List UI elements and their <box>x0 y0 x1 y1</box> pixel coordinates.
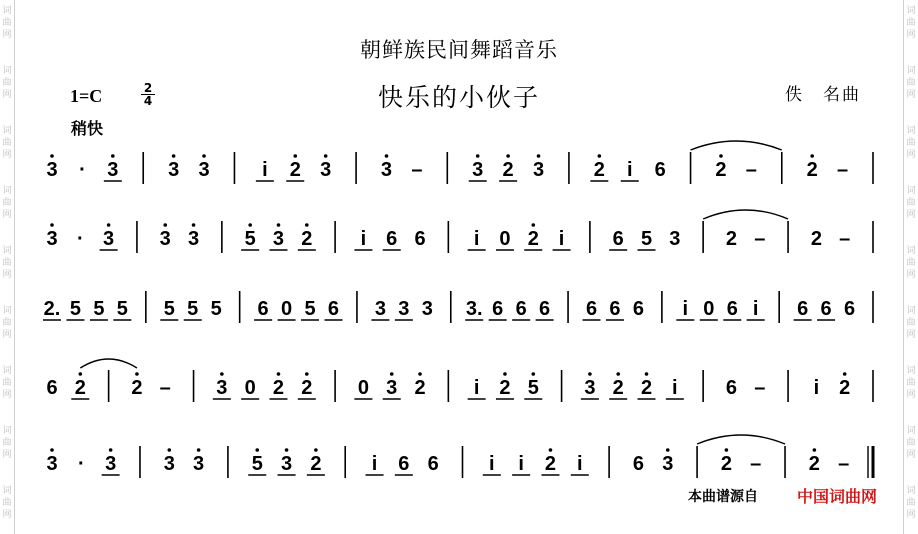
octave-dot <box>305 223 309 227</box>
score-note: 5 <box>304 298 316 320</box>
score-note: 6 <box>609 298 621 320</box>
octave-dot <box>813 448 817 452</box>
octave-dot <box>107 223 111 227</box>
score-note: 6 <box>585 298 598 320</box>
composer-credit: 佚 名曲 <box>785 85 861 105</box>
key-signature: 1=C <box>70 86 103 106</box>
score-note: 3 <box>103 228 115 250</box>
score-note: 6 <box>515 298 527 320</box>
octave-dot <box>50 448 54 452</box>
score-note: 5 <box>69 298 82 320</box>
score-note: 2 <box>502 159 514 181</box>
score-note: 2 <box>74 377 86 399</box>
score-note: 2 <box>593 159 605 181</box>
octave-dot <box>220 372 224 376</box>
watermark-glyph: 曲 <box>2 318 12 328</box>
score-note: 3 <box>421 298 433 320</box>
score-note: i <box>262 159 268 181</box>
score-note: – <box>838 453 850 475</box>
octave-dot <box>202 154 206 158</box>
score-note: 6 <box>725 377 738 399</box>
watermark-glyph: 词 <box>2 186 12 196</box>
score-note: – <box>745 159 757 181</box>
score-note: 3 <box>320 159 332 181</box>
score-note: – <box>159 377 171 399</box>
octave-dot <box>172 154 176 158</box>
watermark-glyph: 网 <box>906 330 916 340</box>
score-note: 3 <box>193 453 205 475</box>
score-note: 5 <box>251 453 263 475</box>
score-note: – <box>750 453 762 475</box>
score-note: · <box>77 453 85 475</box>
watermark-glyph: 网 <box>906 210 916 220</box>
watermark-glyph: 网 <box>2 330 12 340</box>
score-note: 0 <box>357 377 369 399</box>
score-note: 6 <box>327 298 340 320</box>
watermark-glyph: 词 <box>906 66 916 76</box>
watermark-glyph: 网 <box>906 450 916 460</box>
score-note: · <box>76 228 84 250</box>
watermark-glyph: 曲 <box>2 258 12 268</box>
octave-dot <box>79 372 83 376</box>
watermark-glyph: 曲 <box>906 318 916 328</box>
watermark-glyph: 曲 <box>906 18 916 28</box>
score-note: 0 <box>244 377 256 399</box>
score-note: 5 <box>163 298 175 320</box>
watermark-glyph: 词 <box>2 66 12 76</box>
score-note: i <box>558 228 565 250</box>
watermark-glyph: 词 <box>2 246 12 256</box>
score-note: 0 <box>281 298 293 320</box>
watermark-glyph: 曲 <box>2 498 12 508</box>
watermark-glyph: 词 <box>906 426 916 436</box>
score-note: 6 <box>46 377 58 399</box>
score-note: 6 <box>414 228 426 250</box>
score-note: 3 <box>669 228 681 250</box>
watermark-glyph: 词 <box>906 486 916 496</box>
octave-dot <box>531 223 535 227</box>
score-note: 3 <box>272 228 285 250</box>
score-note: 2 <box>612 377 624 399</box>
octave-dot <box>645 372 649 376</box>
octave-dot <box>167 448 171 452</box>
watermark-glyph: 网 <box>2 150 12 160</box>
score-note: i <box>518 453 524 475</box>
octave-dot <box>719 154 723 158</box>
score-note: i <box>672 377 678 399</box>
score-note: 6 <box>612 228 624 250</box>
octave-dot <box>476 154 480 158</box>
octave-dot <box>50 223 54 227</box>
octave-dot <box>163 223 167 227</box>
octave-dot <box>725 448 729 452</box>
score-note: 6 <box>427 453 439 475</box>
watermark-glyph: 词 <box>906 246 916 256</box>
score-note: i <box>813 377 820 399</box>
score-note: 2 <box>499 377 511 399</box>
octave-dot <box>255 448 259 452</box>
score-note: 3 <box>281 453 293 475</box>
score-note: – <box>754 377 766 399</box>
watermark-glyph: 网 <box>2 270 12 280</box>
score-note: 5 <box>244 228 256 250</box>
score-note: 3. <box>465 298 483 320</box>
score-note: 6 <box>492 298 504 320</box>
score-note: 5 <box>116 298 128 320</box>
score-note: i <box>371 453 378 475</box>
watermark-glyph: 词 <box>2 426 12 436</box>
octave-dot <box>531 372 535 376</box>
watermark-glyph: 词 <box>2 306 12 316</box>
score-note: 6 <box>398 453 410 475</box>
score-note: 3 <box>159 228 171 250</box>
watermark-glyph: 词 <box>906 186 916 196</box>
score-note: 2 <box>289 159 301 181</box>
score-note: 5 <box>640 228 653 250</box>
watermark-glyph: 词 <box>906 126 916 136</box>
octave-dot <box>285 448 289 452</box>
score-note: – <box>839 228 851 250</box>
watermark-glyph: 网 <box>2 30 12 40</box>
octave-dot <box>305 372 309 376</box>
octave-dot <box>843 372 847 376</box>
octave-dot <box>197 448 201 452</box>
score-note: 6 <box>654 159 666 181</box>
song-title: 快乐的小伙子 <box>377 83 540 112</box>
score-note: i <box>360 228 367 250</box>
octave-dot <box>109 448 113 452</box>
score-note: 3 <box>187 228 200 250</box>
octave-dot <box>192 223 196 227</box>
score-note: 2 <box>414 377 426 399</box>
source-site-link[interactable]: 中国词曲网 <box>797 487 878 506</box>
watermark-glyph: 词 <box>2 366 12 376</box>
score-note: 2 <box>640 377 653 399</box>
watermark-glyph: 网 <box>906 510 916 520</box>
score-note: 6 <box>386 228 398 250</box>
score-note: 2 <box>301 377 313 399</box>
score-note: 6 <box>632 298 644 320</box>
tie-slur <box>691 141 782 150</box>
score-note: i <box>626 159 633 181</box>
score-note: 6 <box>726 298 738 320</box>
watermark-glyph: 曲 <box>2 438 12 448</box>
score-note: 2 <box>301 228 313 250</box>
source-label: 本曲谱源自 <box>688 489 758 505</box>
octave-dot <box>277 223 281 227</box>
score-note: 3 <box>163 453 175 475</box>
octave-dot <box>385 154 389 158</box>
score-note: 5 <box>210 298 222 320</box>
octave-dot <box>324 154 328 158</box>
octave-dot <box>277 372 281 376</box>
score-note: 3 <box>374 298 386 320</box>
score-note: 3 <box>386 377 398 399</box>
octave-dot <box>506 154 510 158</box>
score-note: – <box>754 228 766 250</box>
octave-dot <box>537 154 541 158</box>
octave-dot <box>390 372 394 376</box>
watermark-glyph: 曲 <box>2 138 12 148</box>
octave-dot <box>314 448 318 452</box>
score-note: 2 <box>725 228 738 250</box>
score-note: 6 <box>843 298 856 320</box>
score-note: 3 <box>532 159 545 181</box>
score-note: 2 <box>808 453 820 475</box>
watermark-glyph: 曲 <box>906 258 916 268</box>
watermark-glyph: 曲 <box>906 138 916 148</box>
watermark-glyph: 曲 <box>2 18 12 28</box>
watermark-glyph: 词 <box>906 6 916 16</box>
watermark-glyph: 词 <box>906 366 916 376</box>
watermark-glyph: 网 <box>906 90 916 100</box>
octave-dot <box>111 154 115 158</box>
score-note: 6 <box>820 298 832 320</box>
octave-dot <box>810 154 814 158</box>
score-note: 6 <box>539 298 551 320</box>
octave-dot <box>616 372 620 376</box>
score-note: 2 <box>544 453 557 475</box>
watermark-glyph: 网 <box>2 210 12 220</box>
score-note: 3 <box>198 159 210 181</box>
score-note: 2 <box>310 453 322 475</box>
score-note: 3 <box>472 159 484 181</box>
time-signature-bottom: 4 <box>141 94 155 107</box>
score-note: 3 <box>380 159 393 181</box>
tie-slur <box>80 359 137 368</box>
score-note: 3 <box>105 453 117 475</box>
score-note: 3 <box>662 453 674 475</box>
tempo-marking: 稍快 <box>71 119 104 138</box>
watermark-glyph: 网 <box>2 390 12 400</box>
score-note: 5 <box>527 377 539 399</box>
watermark-glyph: 网 <box>906 30 916 40</box>
octave-dot <box>293 154 297 158</box>
watermark-glyph: 曲 <box>906 378 916 388</box>
tie-slur <box>703 210 788 219</box>
watermark-glyph: 网 <box>906 390 916 400</box>
watermark-glyph: 曲 <box>2 198 12 208</box>
score-note: i <box>752 298 759 320</box>
watermark-glyph: 网 <box>2 510 12 520</box>
watermark-glyph: 词 <box>906 306 916 316</box>
watermark-glyph: 曲 <box>906 498 916 508</box>
watermark-glyph: 网 <box>906 270 916 280</box>
score-note: 3 <box>584 377 596 399</box>
score-note: 0 <box>499 228 511 250</box>
score-note: 6 <box>797 298 809 320</box>
score-note: 0 <box>703 298 715 320</box>
score-note: 3 <box>168 159 180 181</box>
score-note: 3 <box>216 377 228 399</box>
octave-dot <box>598 154 602 158</box>
score-note: 2 <box>839 377 851 399</box>
score-note: · <box>79 159 86 181</box>
score-note: 3 <box>46 453 58 475</box>
score-note: 5 <box>187 298 199 320</box>
octave-dot <box>666 448 670 452</box>
score-note: 2 <box>527 228 539 250</box>
score-note: 3 <box>46 159 58 181</box>
score-note: 2 <box>715 159 727 181</box>
score-note: 2. <box>43 298 61 320</box>
time-signature-top: 2 <box>143 81 153 95</box>
octave-dot <box>50 154 54 158</box>
watermark-glyph: 词 <box>2 6 12 16</box>
octave-dot <box>418 372 422 376</box>
score-note: 2 <box>272 377 285 399</box>
score-note: i <box>489 453 495 475</box>
watermark-glyph: 曲 <box>2 78 12 88</box>
score-note: 3 <box>46 228 58 250</box>
watermark-glyph: 网 <box>2 450 12 460</box>
watermark-glyph: 网 <box>906 150 916 160</box>
score-note: 6 <box>632 453 644 475</box>
watermark-glyph: 曲 <box>906 198 916 208</box>
watermark-glyph: 词 <box>2 126 12 136</box>
octave-dot <box>549 448 553 452</box>
octave-dot <box>248 223 252 227</box>
octave-dot <box>503 372 507 376</box>
score-note: i <box>682 298 689 320</box>
score-note: – <box>837 159 849 181</box>
watermark-glyph: 曲 <box>906 438 916 448</box>
score-note: 2 <box>810 228 822 250</box>
score-note: i <box>473 228 480 250</box>
watermark-glyph: 词 <box>2 486 12 496</box>
tie-slur <box>697 435 785 444</box>
score-note: 2 <box>131 377 143 399</box>
score-note: 5 <box>93 298 105 320</box>
score-note: 2 <box>720 453 732 475</box>
watermark-glyph: 网 <box>2 90 12 100</box>
watermark-glyph: 曲 <box>906 78 916 88</box>
score-note: 2 <box>806 159 818 181</box>
watermark-glyph: 曲 <box>2 378 12 388</box>
score-note: 3 <box>107 159 119 181</box>
score-note: i <box>577 453 583 475</box>
score-note: 3 <box>398 298 410 320</box>
score-note: – <box>411 159 423 181</box>
score-note: i <box>473 377 480 399</box>
octave-dot <box>135 372 139 376</box>
collection-title: 朝鲜族民间舞蹈音乐 <box>360 38 558 62</box>
score-note: 6 <box>257 298 269 320</box>
octave-dot <box>588 372 592 376</box>
